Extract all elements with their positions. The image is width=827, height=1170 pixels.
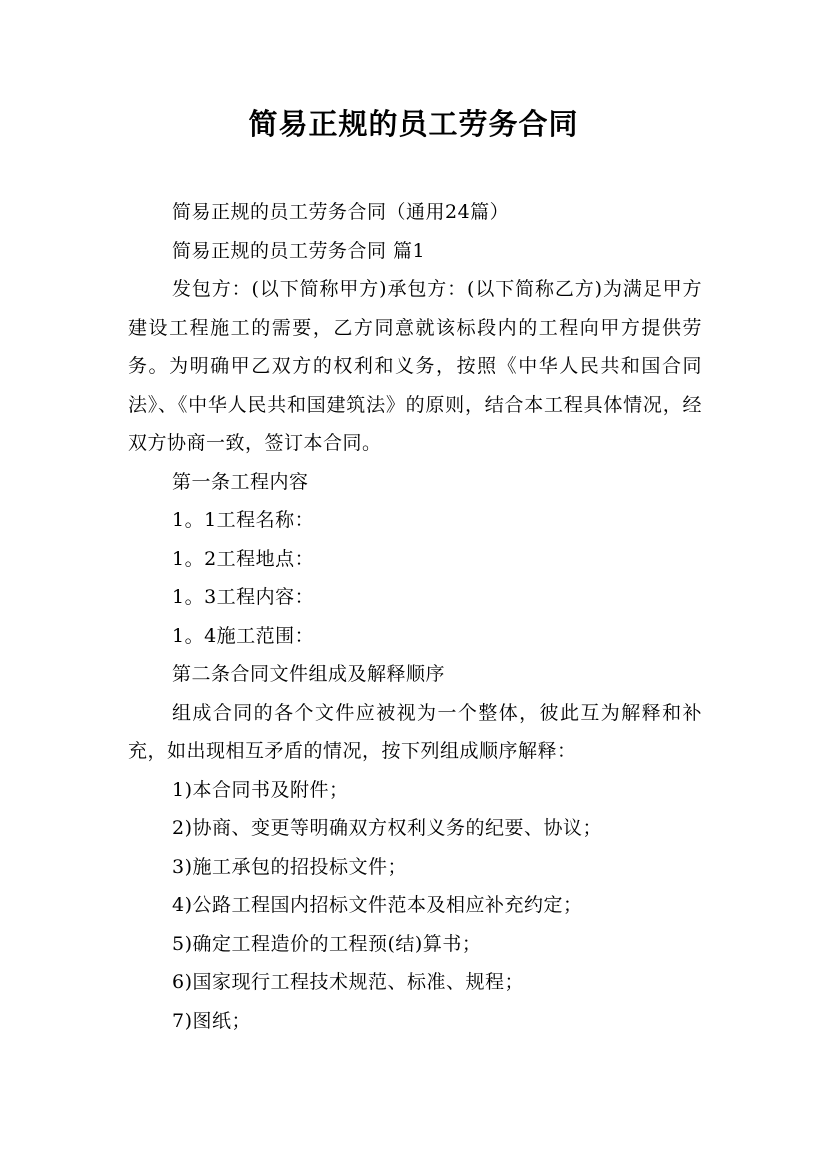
paragraph-subtitle: 简易正规的员工劳务合同（通用24篇） <box>172 201 510 223</box>
paragraph-clause-1-4: 1。4施工范围： <box>172 624 315 647</box>
list-item-4: 4)公路工程国内招标文件范本及相应补充约定； <box>172 894 583 916</box>
list-item-2: 2)协商、变更等明确双方权利义务的纪要、协议； <box>172 817 603 839</box>
paragraph-clause-1-1: 1。1工程名称： <box>172 509 315 531</box>
paragraph-clause-1-2: 1。2工程地点： <box>172 547 315 570</box>
list-item-3: 3)施工承包的招投标文件； <box>172 855 408 878</box>
list-item-1: 1)本合同书及附件； <box>172 778 349 801</box>
paragraph-preamble: 发包方：(以下简称甲方)承包方：(以下简称乙方)为满足甲方建设工程施工的需要，乙方同意就该标段内的工程向甲方提供劳务。为明确甲乙双方的权利和义务，按照《中华人民共和国合同法》、《中华人民共和国建筑法》的原则，结合本工程具体情况，经双方协商一致，签订本合同。 <box>128 278 702 454</box>
list-item-6: 6)国家现行工程技术规范、标准、规程； <box>172 971 525 993</box>
paragraph-article-2-intro: 组成合同的各个文件应被视为一个整体，彼此互为解释和补充，如出现相互矛盾的情况，按下列组成顺序解释： <box>128 701 702 762</box>
paragraph-article-1-heading: 第一条工程内容 <box>172 470 309 493</box>
list-item-5: 5)确定工程造价的工程预(结)算书； <box>172 932 482 955</box>
paragraph-section-heading: 简易正规的员工劳务合同 篇1 <box>172 239 426 262</box>
document-body <box>128 193 702 1040</box>
document-title: 简易正规的员工劳务合同 <box>248 107 579 141</box>
paragraph-clause-1-3: 1。3工程内容： <box>172 586 315 608</box>
paragraph-article-2-heading: 第二条合同文件组成及解释顺序 <box>172 663 446 685</box>
list-item-7: 7)图纸； <box>172 1009 252 1032</box>
